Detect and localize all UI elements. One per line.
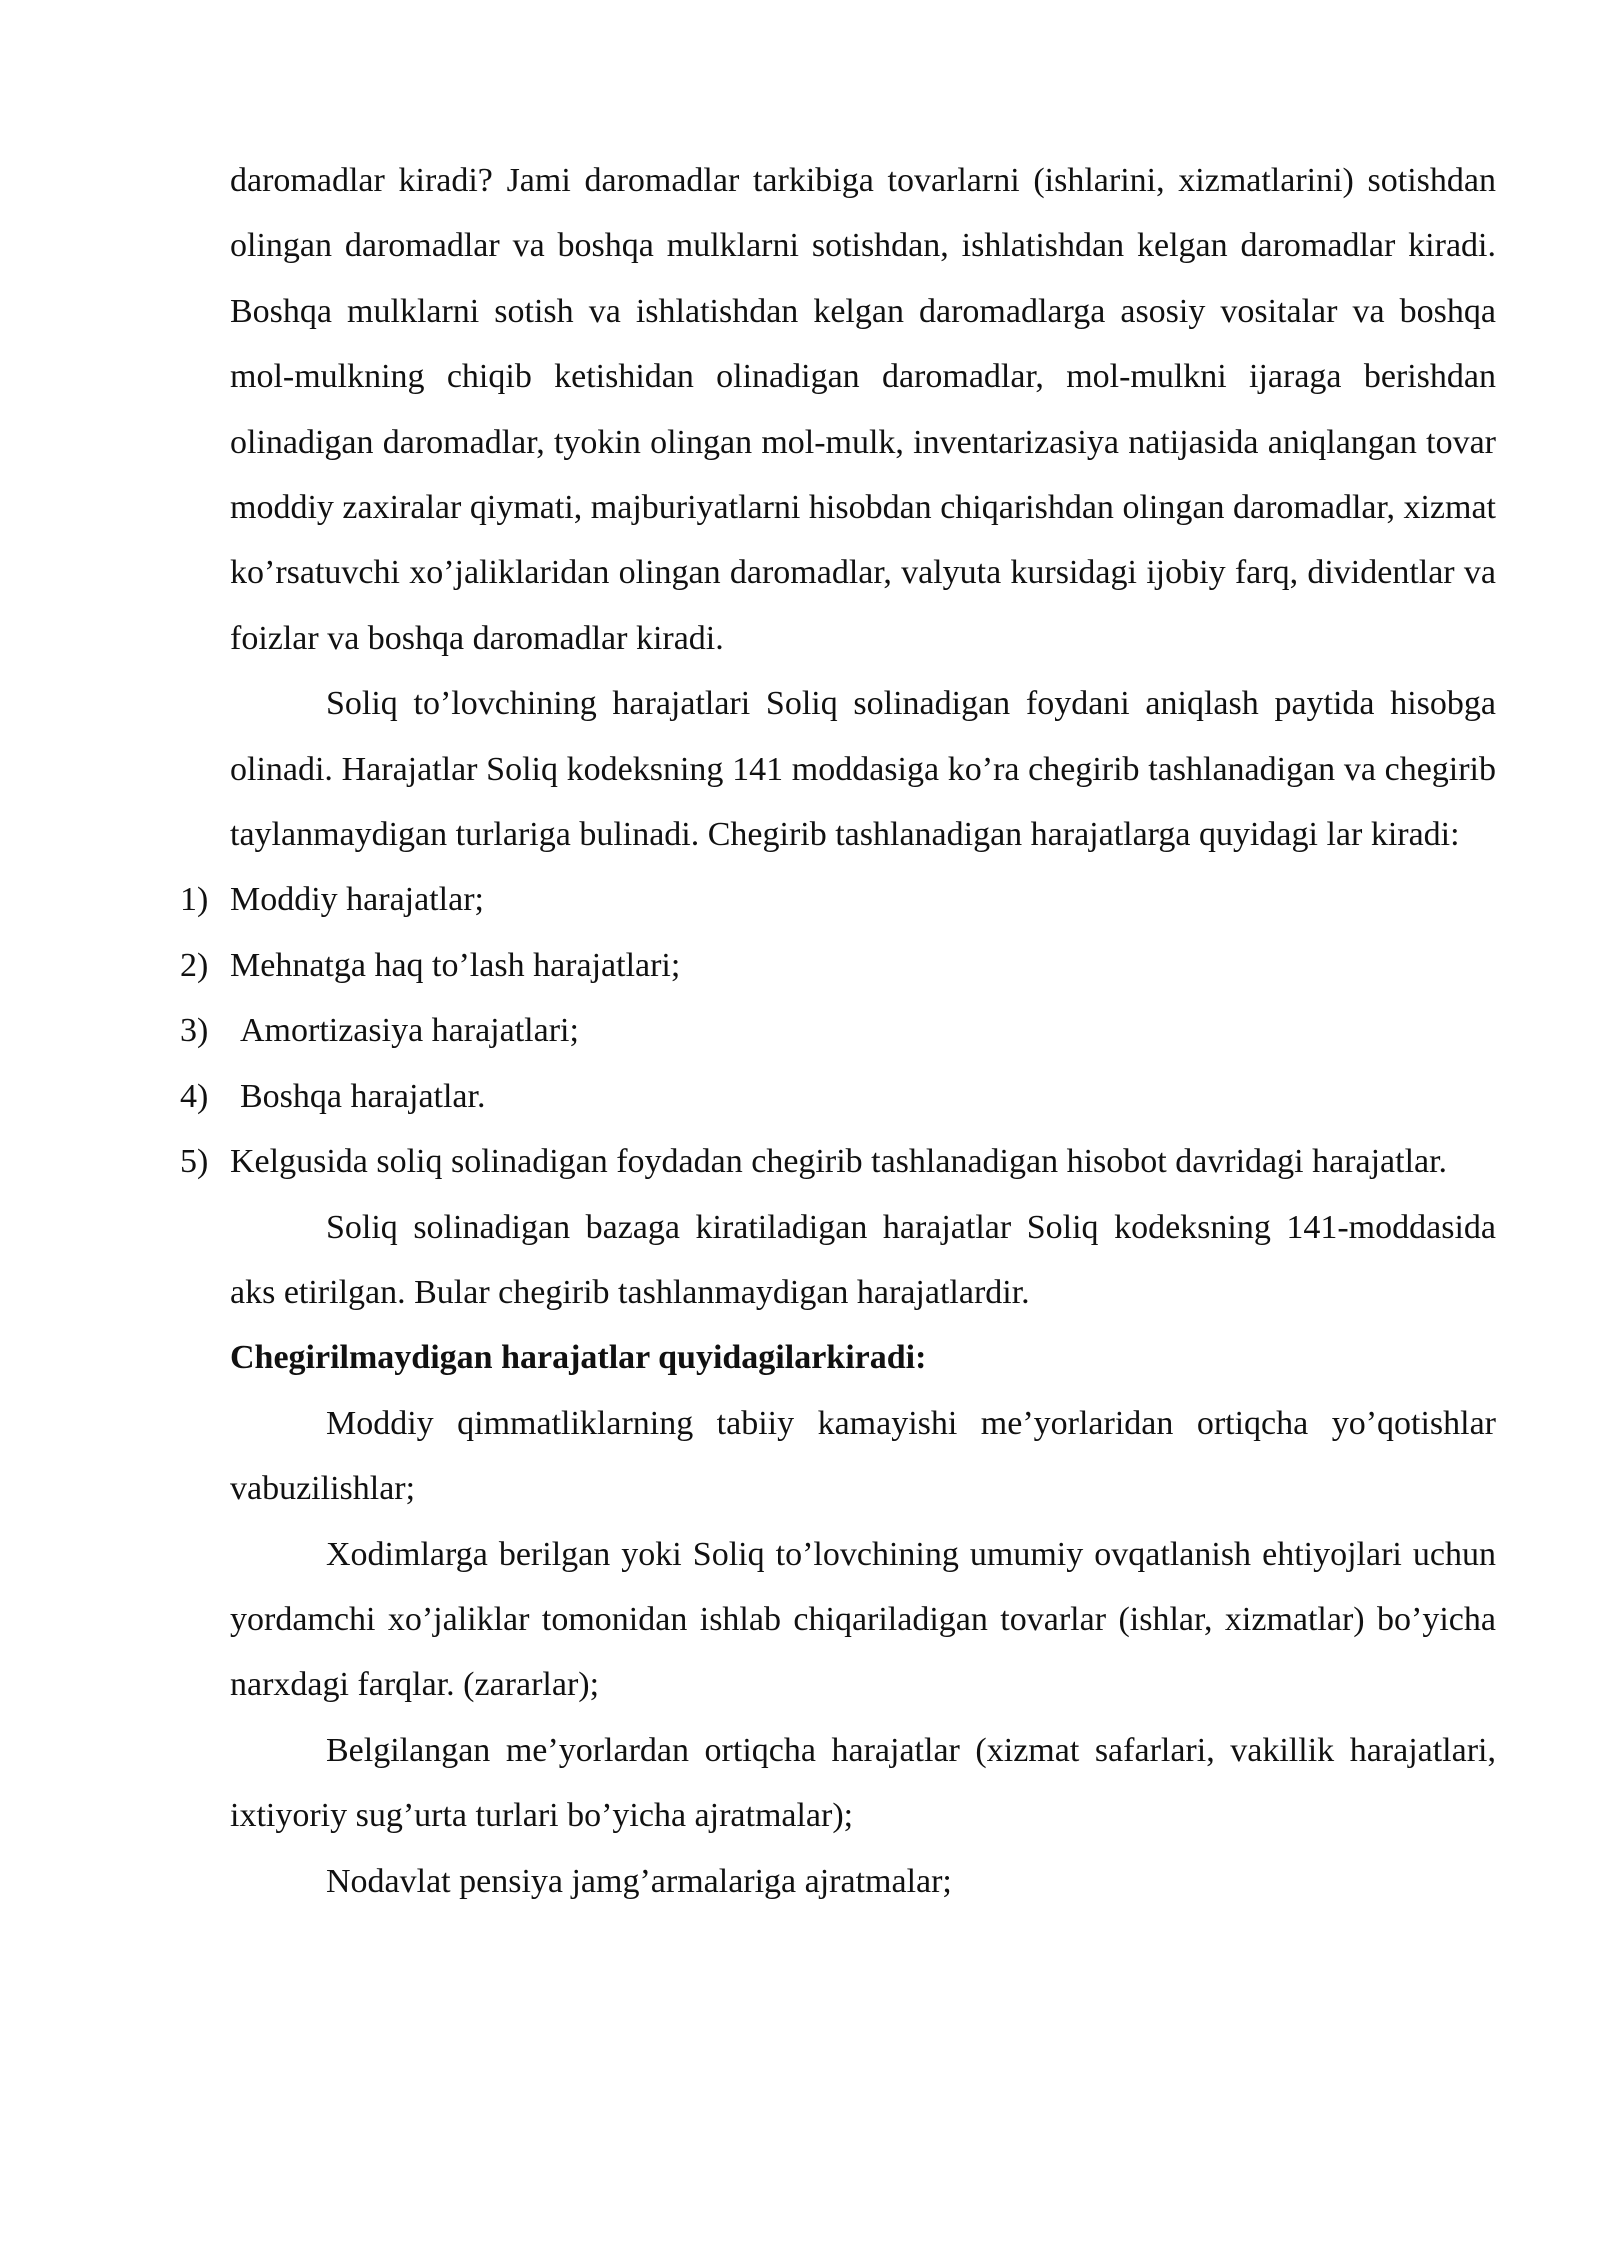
list-text: Amortizasiya harajatlari; xyxy=(240,1012,579,1050)
list-number: 3) xyxy=(180,1012,209,1050)
list-number: 5) xyxy=(180,1143,209,1181)
paragraph-price-differences: Xodimlarga berilgan yoki Soliq to’lovchining umumiy ovqatlanish ehtiyojlari uchun yordamchi xo’jaliklar tomonidan ishlab chiqariladigan tovarlar (ishlar, xizmatlar) bo’yicha narxdagi farqlar. (zararlar); xyxy=(230,1535,1496,1704)
list-item xyxy=(180,933,1496,998)
paragraph-taxable-base: Soliq solinadigan bazaga kiratiladigan harajatlar Soliq kodeksning 141-moddasida aks etirilgan. Bular chegirib tashlanmaydigan harajatlardir. xyxy=(230,1208,1496,1311)
list-item xyxy=(180,867,1496,932)
list-text: Moddiy harajatlar; xyxy=(230,881,484,919)
list-item xyxy=(180,1064,1496,1129)
list-number: 4) xyxy=(180,1077,209,1115)
list-text: Kelgusida soliq solinadigan foydadan chegirib tashlanadigan hisobot davridagi harajatlar. xyxy=(230,1143,1448,1181)
paragraph-excess-expenses: Belgilangan me’yorlardan ortiqcha harajatlar (xizmat safarlari, vakillik harajatlari, ixtiyoriy sug’urta turlari bo’yicha ajratmalar); xyxy=(230,1731,1496,1835)
paragraph-losses: Moddiy qimmatliklarning tabiiy kamayishi me’yorlaridan ortiqcha yo’qotishlar vabuzilishlar; xyxy=(230,1404,1496,1508)
document-page xyxy=(180,148,1496,1914)
list-number: 1) xyxy=(180,881,209,919)
paragraph-income: daromadlar kiradi? Jami daromadlar tarkibiga tovarlarni (ishlarini, xizmatlarini) sotishdan olingan daromadlar va boshqa mulklarni sotishdan, ishlatishdan kelgan daromadlar kiradi. Boshqa mulklarni sotish va ishlatishdan kelgan daromadlarga asosiy vositalar va boshqa mol-mulkning chiqib ketishidan olinadigan daromadlar, mol-mulkni ijaraga berishdan olinadigan daromadlar, tyokin olingan mol-mulk, inventarizasiya natijasida aniqlangan tovar moddiy zaxiralar qiymati, majburiyatlarni hisobdan chiqarishdan olingan daromadlar, xizmat ko’rsatuvchi xo’jaliklaridan olingan daromadlar, valyuta kursidagi ijobiy farq, dividentlar va foizlar va boshqa daromadlar kiradi. xyxy=(230,162,1496,657)
list-item xyxy=(180,1129,1496,1194)
paragraph-pension-funds: Nodavlat pensiya jamg’armalariga ajratmalar; xyxy=(326,1862,952,1900)
list-item xyxy=(180,998,1496,1063)
list-text: Mehnatga haq to’lash harajatlari; xyxy=(230,946,681,984)
section-heading: Chegirilmaydigan harajatlar quyidagilarkiradi: xyxy=(230,1339,927,1377)
list-text: Boshqa harajatlar. xyxy=(240,1077,486,1115)
paragraph-expenses: Soliq to’lovchining harajatlari Soliq solinadigan foydani aniqlash paytida hisobga olinadi. Harajatlar Soliq kodeksning 141 moddasiga ko’ra chegirib tashlanadigan va chegirib taylanmaydigan turlariga bulinadi. Chegirib tashlanadigan harajatlarga quyidagi lar kiradi: xyxy=(230,685,1496,854)
expense-list xyxy=(180,867,1496,1194)
list-number: 2) xyxy=(180,946,209,984)
